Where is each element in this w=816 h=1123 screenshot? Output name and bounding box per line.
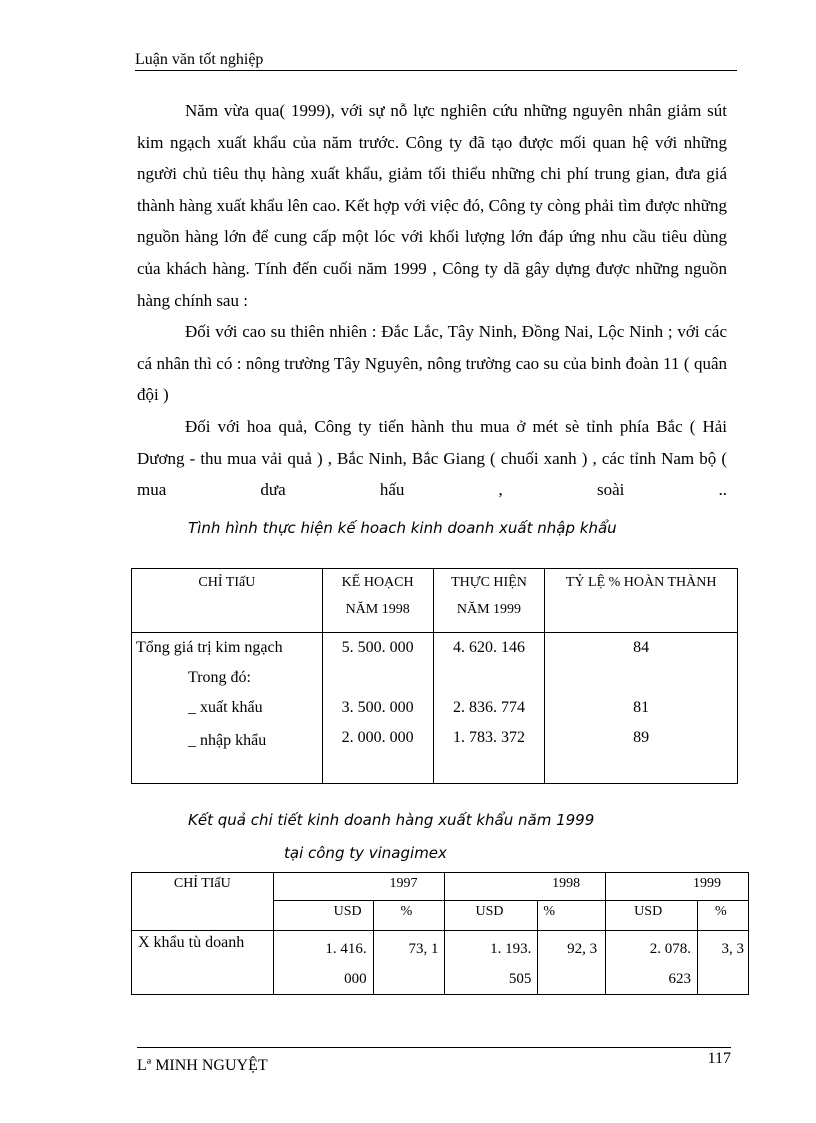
table2-1997-usd: 1. 416. 000: [273, 931, 373, 995]
table2-1999-usd: 2. 078. 623: [606, 931, 698, 995]
table1-actual-values: [433, 633, 545, 784]
plan-execution-table: [131, 568, 738, 784]
table1-ratio-values: [545, 633, 738, 784]
table-cell: 1. 783. 372: [452, 729, 525, 746]
export-results-table: [131, 872, 749, 995]
table2-1998-pct: 92, 3: [538, 931, 606, 995]
table2-year-1999: 1999: [606, 873, 749, 901]
table-cell: 4. 620. 146: [452, 639, 525, 656]
table2-row-label: X khẩu tù doanh: [132, 931, 274, 995]
body-text: [137, 95, 727, 506]
table2-usd-1999: USD: [606, 901, 698, 931]
table1-labels: [132, 633, 323, 784]
table-cell: 81: [633, 699, 650, 716]
table2-pct-1997: %: [373, 901, 445, 931]
table2-pct-1999: %: [698, 901, 749, 931]
table1-header-criteria: CHỈ TIấU: [132, 569, 323, 633]
table-row-label: _ nhập khẩu: [188, 732, 267, 749]
table-row-label: _ xuất khẩu: [188, 699, 263, 716]
table-cell: 3. 500. 000: [341, 699, 414, 716]
table2-usd-1998: USD: [445, 901, 538, 931]
table2-usd-1997: USD: [273, 901, 373, 931]
table2-pct-1998: %: [538, 901, 606, 931]
header-title: Luận văn tốt nghiệp: [135, 51, 264, 68]
table-cell: 2. 000. 000: [341, 729, 414, 746]
table1-caption: Tình hình thực hiện kế hoach kinh doanh xuất nhập khẩu: [188, 519, 617, 537]
table1-plan-values: [322, 633, 433, 784]
table2-caption-line2: tại công ty vinagimex: [284, 844, 447, 862]
table1-header-ratio: TỶ LỆ % HOÀN THÀNH: [545, 569, 738, 633]
table2-1998-usd: 1. 193. 505: [445, 931, 538, 995]
table2-year-row: [132, 873, 749, 901]
table-row: [132, 931, 749, 995]
table1-header-plan: KẾ HOẠCH NĂM 1998: [322, 569, 433, 633]
paragraph-3: Đối với hoa quả, Công ty tiến hành thu mua ở mét sè tỉnh phía Bắc ( Hải Dương - thu mua vải quả ) , Bắc Ninh, Bắc Giang ( chuối xanh ) , các tỉnh Nam bộ ( mua dưa hấu , soài ..: [137, 416, 727, 500]
table2-caption-line1: Kết quả chi tiết kinh doanh hàng xuất khẩu năm 1999: [188, 811, 595, 829]
table-cell: 5. 500. 000: [341, 639, 414, 656]
table-row-label: Tổng giá trị kim ngạch: [136, 639, 283, 656]
table-cell: 2. 836. 774: [452, 699, 525, 716]
table-cell: [323, 663, 433, 693]
table1-header-row: [132, 569, 738, 633]
table-row-label: Trong đó:: [188, 669, 251, 686]
footer-author: Lª MINH NGUYỆT: [137, 1057, 268, 1074]
table2-header-criteria: CHỈ TIấU: [132, 873, 274, 931]
running-header: [135, 50, 737, 71]
page-number: 117: [707, 1050, 731, 1067]
paragraph-2: Đối với cao su thiên nhiên : Đắc Lắc, Tây Ninh, Đồng Nai, Lộc Ninh ; với các cá nhân thì có : nông trường Tây Nguyên, nông trường cao su của binh đoàn 11 ( quân đội ): [137, 322, 727, 405]
table-cell: [434, 663, 545, 693]
paragraph-1: Năm vừa qua( 1999), với sự nỗ lực nghiên cứu những nguyên nhân giảm sút kim ngạch xuất khẩu của năm trước. Công ty đã tạo được mối quan hệ với những người chủ tiêu thụ hàng xuất khẩu, giảm tối thiểu những chi phí trung gian, đưa giá thành hàng xuất khẩu lên cao. Kết hợp với việc đó, Công ty còng phải tìm được những nguồn hàng lớn để cung cấp một lóc với khối lượng lớn đáp ứng nhu cầu tiêu dùng của khách hàng. Tính đến cuối năm 1999 , Công ty dã gây dựng được những nguồn hàng chính sau :: [137, 101, 727, 310]
table2-1999-pct: 3, 3: [698, 931, 749, 995]
table-cell: 89: [633, 729, 650, 746]
table2-year-1997: 1997: [273, 873, 445, 901]
table1-body-row: [132, 633, 738, 784]
table2-1997-pct: 73, 1: [373, 931, 445, 995]
table2-year-1998: 1998: [445, 873, 606, 901]
table1-header-actual: THỰC HIỆN NĂM 1999: [433, 569, 545, 633]
page-footer: [137, 1047, 731, 1074]
table-cell: [545, 663, 737, 693]
table-cell: 84: [633, 639, 650, 656]
